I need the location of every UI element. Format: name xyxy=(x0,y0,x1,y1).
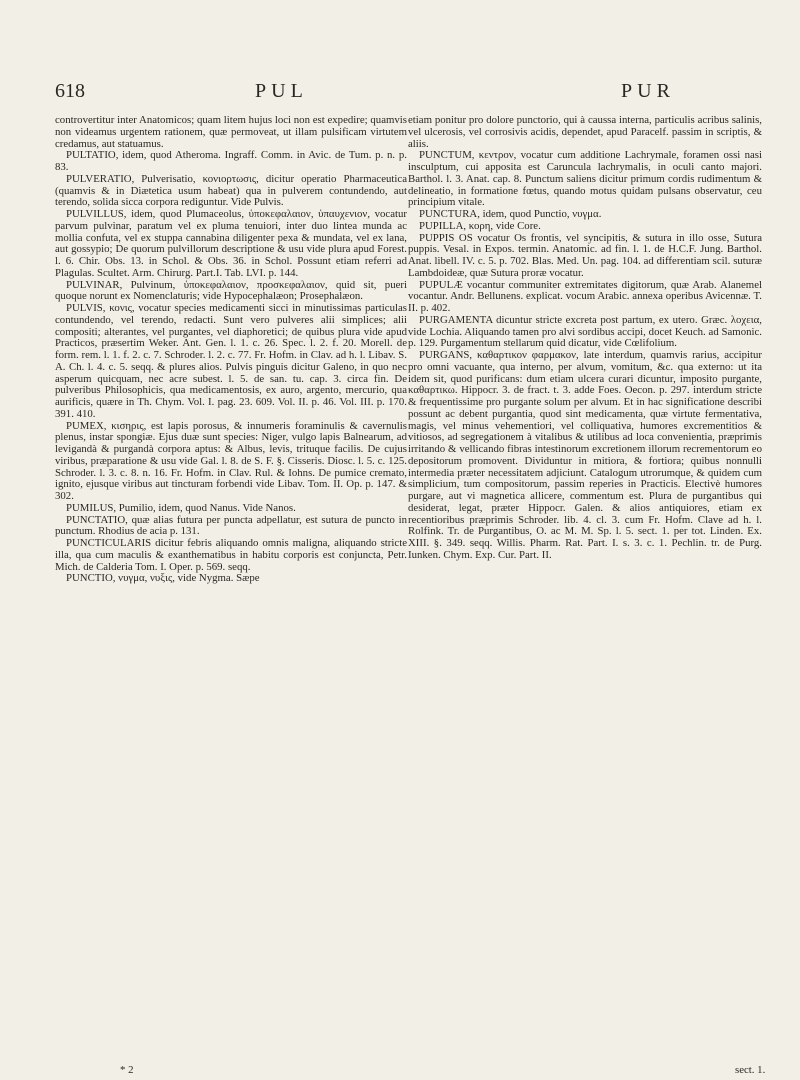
left-column xyxy=(55,115,407,585)
entry-paragraph: PUMEX, κισηρις, est lapis porosus, & innumeris foraminulis & cavernulis plenus, instar spongiæ. Ejus duæ sunt species: Niger, vulgo lapis Balnearum, ad levigandà & purgandà corpora aptus: & Albus, levis, trituque facilis. De cujus viribus, præparatione & usu vide Gal. l. 8. de S. F. §. Cisseris. Diosc. l. 5. c. 125. Schroder. l. 3. c. 8. n. 16. Fr. Hofm. in Clav. Rul. & Iohns. De pumice cremato, ignito, ejusque viribus aut tincturam forbendi vide Libav. Tom. II. Op. p. 147. & 302. xyxy=(55,419,407,502)
entry-paragraph: PUPILLA, κορη, vide Core. xyxy=(419,219,541,232)
entry-paragraph: PUPULÆ vocantur communiter extremitates digitorum, quæ Arab. Alanemel vocantur. Andr. Bellunens. explicat. vocum Arabic. annexa operibus Avicennæ. T. II. p. 402. xyxy=(408,278,762,314)
running-header xyxy=(55,80,760,104)
entry-paragraph: PUPPIS OS vocatur Os frontis, vel syncipitis, & sutura in illo osse, Sutura puppis. Vesal. in Expos. termin. Anatomic. ad fin. l. 1. de H.C.F. Jung. Barthol. Anat. libell. IV. c. 5. p. 702. Blas. Med. Un. pag. 104. ad differentiam scil. suturæ Lambdoideæ, quæ Sutura proræ vocatur. xyxy=(408,231,762,279)
entry-paragraph: PULVINAR, Pulvinum, ὑποκεφαλαιον, προσκεφαλαιον, quid sit, pueri quoque norunt ex Nomenclaturis; vide Hypocephalæon; Prosephalæon. xyxy=(55,278,407,303)
right-column xyxy=(408,115,762,562)
entry-paragraph: PUNCTUM, κεντρον, vocatur cum additione Lachrymale, foramen ossi nasi insculptum, cui apposita est Caruncula lachrymalis, in oculi canto majori. Barthol. l. 3. Anat. cap. 8. Punctum saliens dicitur primum cordis rudimentum & delineatio, in formatione fœtus, quando motus quidam pulsans observatur, ceu principium vitale. xyxy=(408,149,762,209)
catchword: sect. 1. xyxy=(735,1064,766,1076)
entry-paragraph: PUNCTICULARIS dicitur febris aliquando omnis maligna, aliquando stricte illa, qua cum maculis & exanthematibus in habitu corporis est conjuncta, Petr. Mich. de Calderia Tom. I. Oper. p. 569. seqq. xyxy=(55,537,407,573)
entry-paragraph: PUMILUS, Pumilio, idem, quod Nanus. Vide Nanos. xyxy=(66,501,296,514)
entry-paragraph: PURGAMENTA dicuntur stricte excreta post partum, ex utero. Græc. λοχεια, vide Lochia. Aliquando tamen pro alvi sordibus accipi, docet Keuch. ad Samonic. p. 129. Purgamentum stellarum quid dicatur, vide Cœlifolium. xyxy=(408,313,762,350)
left-running-head: PUL xyxy=(255,80,308,102)
right-running-head: PUR xyxy=(621,80,675,102)
entry-paragraph: PUNCTIO, νυγμα, νυξις, vide Nygma. Sæpe xyxy=(66,572,260,585)
entry-paragraph: controvertitur inter Anatomicos; quam litem hujus loci non est expedire; quamvis non videamus urgentem rationem, quæ permoveat, ut illam pulsificam virtutem credamus, aut statuamus. xyxy=(55,114,407,150)
entry-paragraph: PUNCTATIO, quæ alias futura per puncta adpellatur, est sutura de puncto in punctum. Rhodius de acia p. 131. xyxy=(55,513,407,538)
entry-paragraph: etiam ponitur pro dolore punctorio, qui à caussa interna, particulis acribus salinis, vel ulcerosis, vel corrosivis acidis, dependet, apud Paracelf. passim in scriptis, & aliis. xyxy=(408,114,762,150)
entry-paragraph: PULVIS, κονις, vocatur species medicamenti sicci in minutissimas particulas contundendo, vel terendo, redacti. Sunt vero pulveres alii simplices; alii compositi; alterantes, vel purgantes, vel diaphoretici; de quibus plura vide apud Practicos, præsertim Weker. Ant. Gen. l. 1. c. 26. Spec. l. 2. f. 20. Morell. de form. rem. l. 1. f. 2. c. 7. Schroder. l. 2. c. 77. Fr. Hofm. in Clav. ad h. l. Libav. S. A. Ch. l. 4. c. 5. seqq. & plures alios. Pulvis pinguis dicitur Galeno, in quo nec asperum quicquam, nec acre subest. l. 5. de san. tu. cap. 3. circa fin. De pulveribus Philosophicis, qua medicamentosis, ex auro, argento, mercurio, qua aurificis, quære in Th. Chym. Vol. I. pag. 23. 609. Vol. II. p. 46. Vol. III. p. 170. 391. 410. xyxy=(55,302,407,420)
entry-paragraph: PURGANS, καθαρτικον φαρμακον, late interdum, quamvis rarius, accipitur pro omni vacuante, qua interno, per alvum, vomitum, &c. qua externo: ut ita idem sit, quod purificans: dum etiam ulcera curari dicuntur, imposito purgante, καθαρτικω. Hippocr. 3. de fract. t. 3. adde Foes. Oecon. p. 297. interdum stricte & frequentissime pro purgante solum per alvum. Et in hac significatione describi possunt ac debent purgantia, quod sint medicamenta, quæ virtute fermentativa, magis, vel minus vehementiori, vel colliquativa, humores excrementitios & vitiosos, ad segregationem à vitalibus & utilibus ad loca convenientia, præprimis irritando & vellicando fibras intestinorum excretionem illorum recrementorum eo depositorum promovent. Dividuntur in mitiora, & fortiora; quibus nonnulli intermedia præter necessitatem adjiciunt. Catalogum utrorumque, & quidem cum simplicium, tum compositorum, passim reperies in Practicis. Electivè humores purgare, aut vi magnetica allicere, commentum est. Plura de purgantibus qui desiderat, legat, præter Hippocr. Galen. & alios antiquiores, etiam ex recentioribus præprimis Schroder. lib. 4. cl. 3. cum Fr. Hofm. Clave ad h. l. Rolfink. Tr. de Purgantibus, O. ac M. M. Sp. l. 5. sect. 1. per tot. Linden. Ex. XIII. §. 349. seqq. Willis. Pharm. Rat. Part. I. s. 3. c. 1. Pechlin. tr. de Purg. Iunken. Chym. Exp. Cur. Part. II. xyxy=(408,349,762,561)
entry-paragraph: PUNCTURA, idem, quod Punctio, νυγμα. xyxy=(419,208,602,220)
entry-paragraph: PULVERATIO, Pulverisatio, κονιορτωσις, dicitur operatio Pharmaceutica (quamvis & in Diætetica usum habeat) qua in pulverem contundendo, aut terendo, solida sicca corpora rediguntur. Vide Pulvis. xyxy=(55,172,407,209)
page-number: 618 xyxy=(55,80,85,102)
entry-paragraph: PULVILLUS, idem, quod Plumaceolus, ὑποκεφαλαιον, ὑπαυχενιον, vocatur parvum pulvinar, paratum vel ex pluma tenuiori, inter duo lintea munda ac mollia confuta, vel ex stuppa cannabina diligenter pexa & mundata, vel ex lana, aut gossypio; De quorum pulvillorum descriptione & usu vide plura apud Forest. l. 6. Chir. Obs. 13. in Schol. & Obs. 36. in Schol. Possunt etiam referri ad Plagulas. Scultet. Arm. Chirurg. Part.I. Tab. LVI. p. 144. xyxy=(55,208,407,279)
signature-mark: * 2 xyxy=(120,1064,134,1076)
entry-paragraph: PULTATIO, idem, quod Atheroma. Ingraff. Comm. in Avic. de Tum. p. n. p. 83. xyxy=(55,149,407,173)
